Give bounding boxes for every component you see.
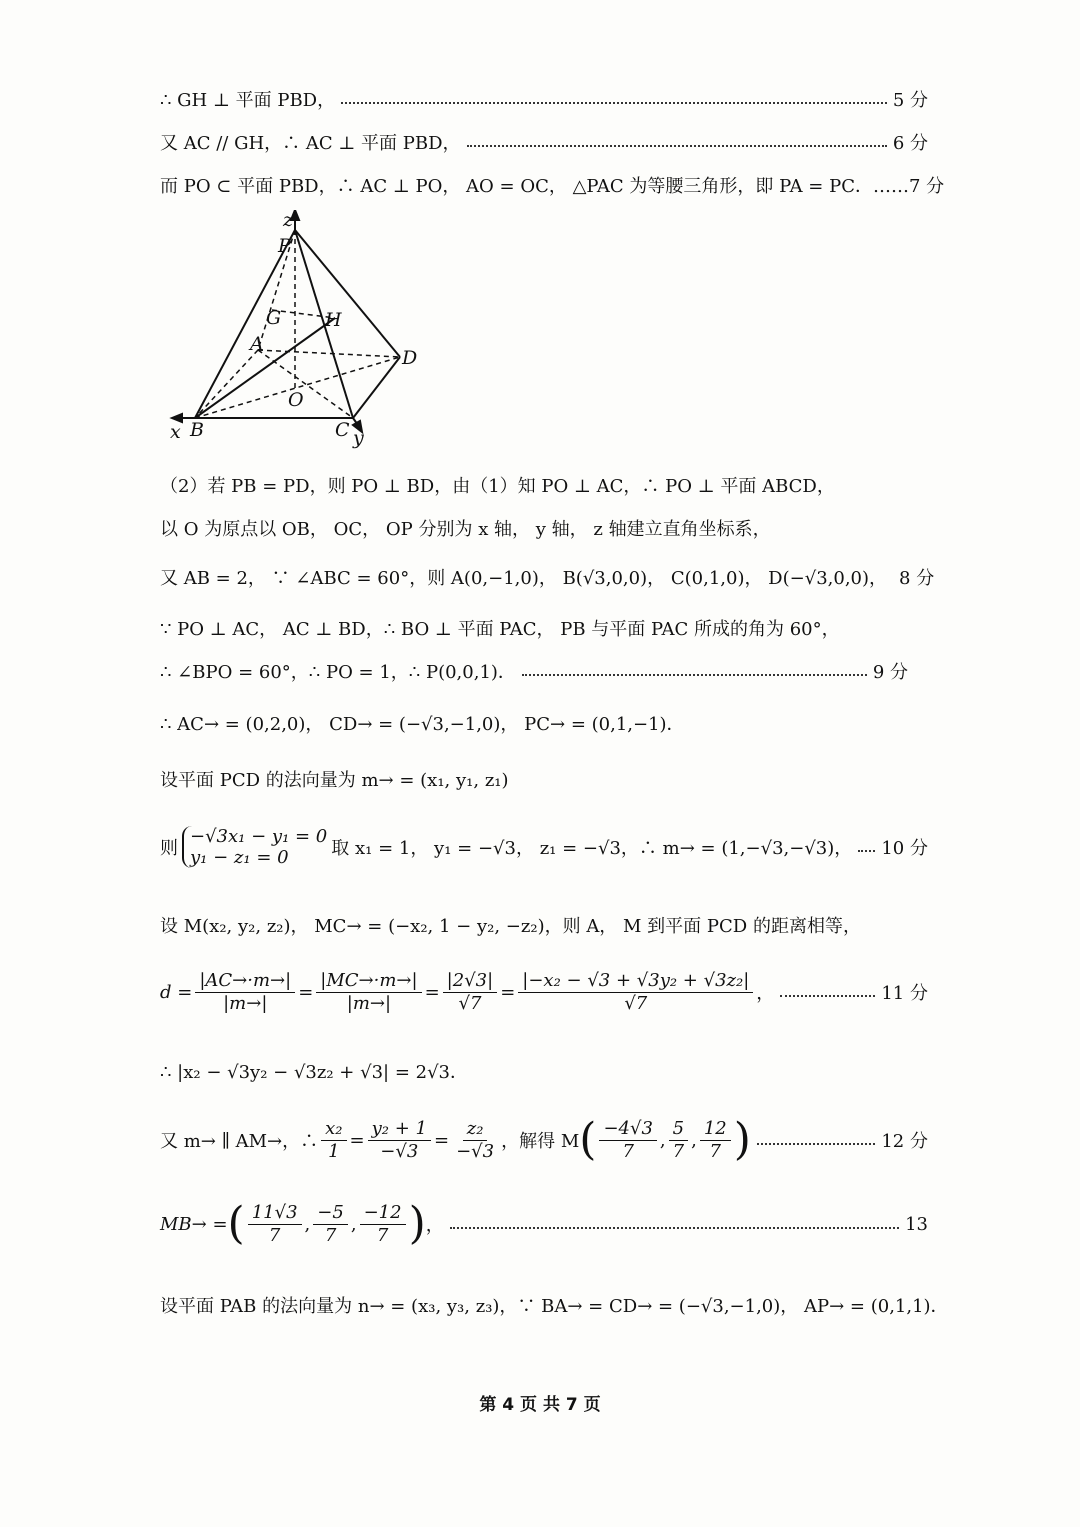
line-9	[160, 710, 928, 736]
MB-y: $\frac{-5}{7}$	[313, 1202, 348, 1246]
line-17	[160, 1292, 949, 1318]
line-15: 又 m→ ∥ AM→，∴ $\frac{\text{x₂}}{1}$ = $\frac{\text{y₂ + 1}}{-√3}$ = $\frac{\text{z₂}}{-√3}$ ，解得 M ( $\frac{-4√3}{7}$ , $\frac{5}{7}$ , $\frac{12}{7}$ ) 12 分	[160, 1114, 928, 1166]
line-2	[160, 129, 928, 155]
line-5-text: 以 O 为原点以 OB， OC， OP 分别为 x 轴， y 轴， z 轴建立直角坐标系，	[160, 519, 771, 540]
edge-CD	[353, 357, 400, 418]
fraction-1: $\frac{|AC\to\cdot m\to|}{|m\to|}$	[195, 970, 295, 1014]
line-15-mid: ，解得 M	[501, 1131, 580, 1153]
line-16: MB→ = ( $\frac{11√3}{7}$ , $\frac{-5}{7}$ , $\frac{-12}{7}$ ) ， 13	[160, 1198, 928, 1250]
leader-dots	[858, 850, 875, 852]
edge-AD-dashed	[258, 350, 400, 357]
line-15-prefix: 又 m→ ∥ AM→，∴	[160, 1131, 319, 1153]
score-9: 9 分	[872, 662, 908, 683]
score-13: 13	[905, 1213, 928, 1235]
line-17-text: 设平面 PAB 的法向量为 n→ = (x₃, y₃, z₃)，∵ BA→ = CD→ = (−√3,−1,0)， AP→ = (0,1,1)．	[160, 1296, 949, 1317]
M-z: $\frac{12}{7}$	[700, 1118, 731, 1162]
equation-row-1: −√3x₁ − y₁ = 0	[190, 826, 328, 847]
label-C: C	[335, 419, 350, 441]
edge-PD	[295, 230, 400, 357]
line-2-text: 又 AC // GH，∴ AC ⊥ 平面 PBD，	[160, 133, 461, 154]
line-1-text: ∴ GH ⊥ 平面 PBD，	[160, 90, 336, 111]
line-7	[160, 615, 928, 641]
label-D: D	[402, 347, 418, 369]
line-4-text: （2）若 PB = PD，则 PO ⊥ BD，由（1）知 PO ⊥ AC，∴ PO ⊥ 平面 ABCD，	[160, 476, 835, 497]
leader-dots	[341, 102, 887, 104]
label-x: x	[170, 421, 181, 443]
line-12-text: 设 M(x₂, y₂, z₂)， MC→ = (−x₂, 1 − y₂, −z₂)，则 A， M 到平面 PCD 的距离相等，	[160, 916, 861, 937]
line-11	[160, 826, 928, 868]
line-6-text: 又 AB = 2， ∵ ∠ABC = 60°，则 A(0,−1,0)， B(√3,0,0)， C(0,1,0)， D(−√3,0,0)，	[160, 568, 888, 589]
label-B: B	[190, 419, 204, 441]
label-H: H	[325, 309, 342, 331]
line-14	[160, 1058, 928, 1084]
segment-BH	[195, 318, 335, 418]
label-A: A	[250, 333, 264, 355]
edge-PC	[295, 230, 353, 418]
line-8-text: ∴ ∠BPO = 60°，∴ PO = 1，∴ P(0,0,1)．	[160, 662, 516, 683]
M-y: $\frac{5}{7}$	[669, 1118, 688, 1162]
line-3	[160, 172, 945, 198]
line-11-prefix: 则	[160, 838, 178, 859]
score-12: 12 分	[881, 1131, 928, 1153]
fraction-3: $\frac{|2√3|}{√7}$	[443, 970, 498, 1014]
line-5	[160, 515, 928, 541]
line-14-text: ∴ |x₂ − √3y₂ − √3z₂ + √3| = 2√3．	[160, 1062, 468, 1083]
label-G: G	[266, 307, 282, 329]
line-12	[160, 912, 928, 938]
M-x: $\frac{-4√3}{7}$	[599, 1118, 656, 1162]
leader-dots	[780, 995, 875, 997]
leader-dots	[757, 1143, 875, 1145]
page-footer: 第 4 页 共 7 页	[479, 1395, 601, 1415]
line-8	[160, 658, 908, 684]
leader-dots	[467, 145, 887, 147]
line-6	[160, 564, 935, 590]
line-10-text: 设平面 PCD 的法向量为 m→ = (x₁, y₁, z₁)	[160, 770, 509, 791]
leader-dots	[522, 674, 867, 676]
fraction-2: $\frac{|MC\to\cdot m\to|}{|m\to|}$	[316, 970, 421, 1014]
line-10	[160, 766, 928, 792]
label-y: y	[353, 427, 364, 449]
line-1	[160, 86, 928, 112]
equation-system	[182, 826, 327, 868]
line-11-text: 取 x₁ = 1， y₁ = −√3， z₁ = −√3，∴ m→ = (1,−√3,−√3)，	[331, 838, 853, 859]
MB-z: $\frac{-12}{7}$	[360, 1202, 406, 1246]
equation-row-2: y₁ − z₁ = 0	[190, 847, 289, 868]
label-P: P	[278, 235, 291, 257]
diag-AC-dashed	[258, 350, 353, 418]
line-9-text: ∴ AC→ = (0,2,0)， CD→ = (−√3,−1,0)， PC→ = (0,1,−1)．	[160, 714, 685, 735]
fraction-z2: $\frac{\text{z₂}}{-√3}$	[456, 1118, 495, 1162]
line-7-text: ∵ PO ⊥ AC， AC ⊥ BD，∴ BO ⊥ 平面 PAC， PB 与平面 PAC 所成的角为 60°，	[160, 619, 840, 640]
fraction-4: $\frac{\text{|−x₂ − √3 + √3y₂ + √3z₂|}}{√7}$	[518, 970, 753, 1014]
MB-x: $\frac{11√3}{7}$	[248, 1202, 302, 1246]
line-13: d = $\frac{|AC\to\cdot m\to|}{|m\to|}$ = $\frac{|MC\to\cdot m\to|}{|m\to|}$ = $\frac{|2√3|}{√7}$ = $\frac{\text{|−x₂ − √3 + √3y₂ + √3z₂|}}{√7}$ ， 11 分	[160, 970, 928, 1014]
score-7: ……7 分	[872, 176, 945, 197]
score-6: 6 分	[892, 133, 928, 154]
distance-d: d =	[160, 981, 193, 1003]
score-8: 8 分	[899, 568, 935, 589]
fraction-x2: $\frac{\text{x₂}}{1}$	[321, 1118, 346, 1162]
line-4	[160, 472, 928, 498]
label-O: O	[288, 389, 304, 411]
line-3-text: 而 PO ⊂ 平面 PBD，∴ AC ⊥ PO， AO = OC， △PAC 为等腰三角形，即 PA = PC．	[160, 176, 873, 197]
score-10: 10 分	[881, 838, 928, 859]
MB-vector: MB→ =	[160, 1213, 228, 1235]
fraction-y2: $\frac{\text{y₂ + 1}}{-√3}$	[368, 1118, 431, 1162]
pyramid-figure	[160, 210, 430, 450]
label-z: z	[283, 210, 294, 231]
score-11: 11 分	[881, 983, 928, 1005]
leader-dots	[450, 1227, 899, 1229]
score-5: 5 分	[892, 90, 928, 111]
